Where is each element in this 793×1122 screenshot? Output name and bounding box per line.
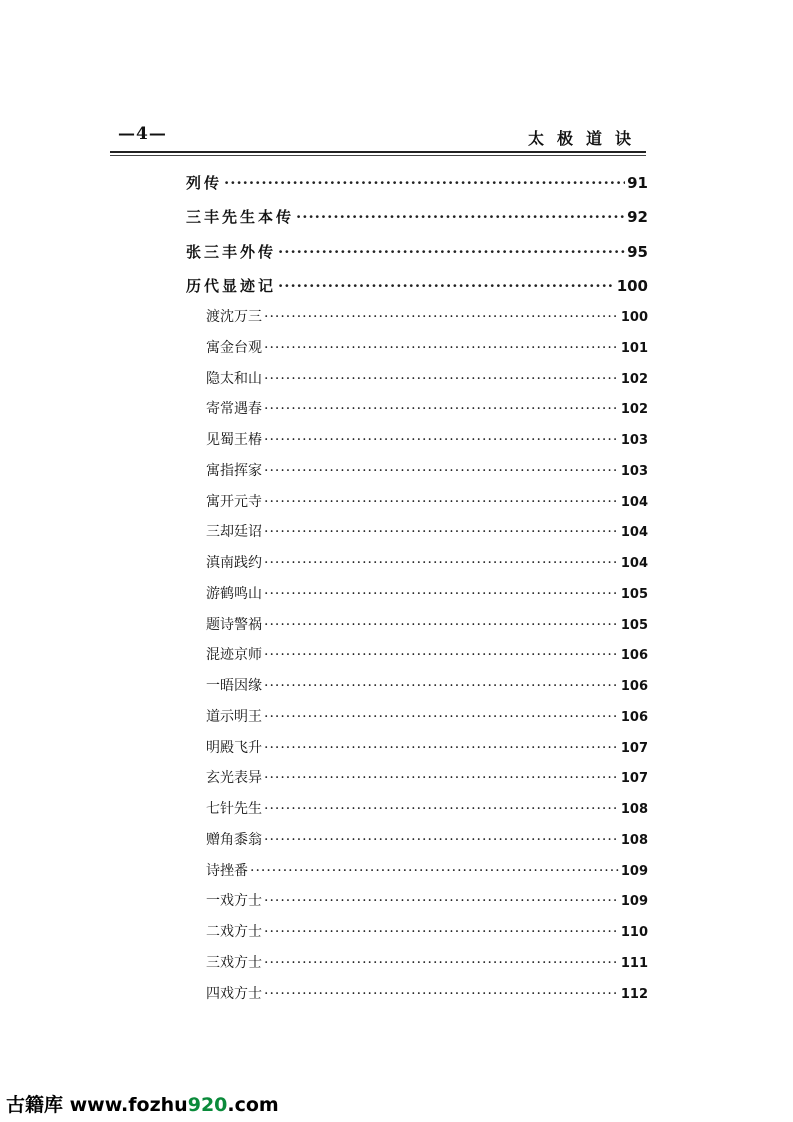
toc-dot-leader (296, 208, 625, 226)
toc-entry-page: 108 (620, 832, 648, 848)
toc-entry-page: 100 (616, 276, 648, 295)
toc-entry (206, 614, 648, 634)
toc-entry (186, 172, 648, 193)
toc-entry-page: 102 (620, 402, 648, 418)
toc-dot-leader (264, 893, 619, 909)
toc-entry-page: 106 (620, 709, 648, 725)
toc-dot-leader (278, 277, 615, 295)
toc-entry (206, 860, 648, 880)
running-title: 太极道诀 (528, 129, 645, 148)
toc-entry-title: 题诗警祸 (206, 616, 262, 633)
toc-entry-title: 寄常遇春 (206, 401, 262, 418)
toc-entry-title: 寓开元寺 (206, 493, 262, 510)
toc-entry-page: 101 (620, 340, 648, 356)
toc-dot-leader (278, 243, 625, 261)
toc-entry (206, 491, 648, 511)
toc-entry-title: 张三丰外传 (186, 242, 277, 261)
toc-entry (206, 583, 648, 603)
toc-entry-title: 混迹京师 (206, 647, 262, 664)
watermark-accent: 920 (187, 1094, 228, 1116)
toc-dot-leader (264, 432, 619, 448)
toc-entry-page: 109 (620, 863, 648, 879)
toc-entry-title: 滇南践约 (206, 555, 262, 572)
toc-entry-page: 112 (620, 986, 648, 1002)
toc-entry-title: 见蜀王椿 (206, 432, 262, 449)
toc-entry-title: 二戏方士 (206, 924, 262, 941)
toc-entry-page: 100 (620, 310, 648, 326)
toc-entry-title: 列传 (186, 174, 223, 192)
toc-dot-leader (264, 617, 619, 633)
toc-entry-title: 三戏方士 (206, 954, 262, 971)
toc-entry (206, 521, 648, 541)
toc-entry-title: 寓金台观 (206, 339, 262, 356)
toc-entry (206, 737, 648, 757)
toc-entry (206, 306, 648, 326)
toc-dot-leader (250, 863, 619, 879)
toc-dot-leader (264, 463, 619, 479)
toc-entry (206, 644, 648, 664)
watermark-suffix: .com (227, 1094, 279, 1116)
toc-entry-page: 91 (627, 174, 648, 192)
toc-entry-title: 四戏方士 (206, 985, 262, 1002)
toc-dot-leader (264, 955, 619, 971)
toc-entry-page: 92 (627, 208, 648, 227)
toc-entry-title: 一戏方士 (206, 893, 262, 910)
toc-entry-title: 赠角黍翁 (206, 831, 262, 848)
toc-entry-title: 道示明王 (206, 708, 262, 725)
toc-dot-leader (264, 801, 619, 817)
toc-entry (206, 552, 648, 572)
toc-entry-title: 寓指挥家 (206, 462, 262, 479)
watermark-prefix: 古籍库 www.fozhu (6, 1094, 188, 1116)
toc-entry-title: 七针先生 (206, 801, 262, 818)
toc-entry-page: 104 (620, 556, 648, 572)
toc-entry-title: 历代显迹记 (186, 276, 277, 295)
toc-dot-leader (224, 174, 625, 192)
toc-entry-title: 渡沈万三 (206, 309, 262, 326)
toc-entry-page: 106 (620, 679, 648, 695)
toc-dot-leader (264, 709, 619, 725)
toc-entry (206, 429, 648, 449)
toc-dot-leader (264, 309, 619, 325)
toc-dot-leader (264, 555, 619, 571)
toc-dot-leader (264, 832, 619, 848)
toc-dot-leader (264, 524, 619, 540)
toc-entry (206, 398, 648, 418)
toc-entry (206, 890, 648, 910)
toc-entry (186, 275, 648, 296)
toc-entry-page: 106 (620, 648, 648, 664)
toc-entry-page: 104 (620, 494, 648, 510)
toc-entry-page: 103 (620, 433, 648, 449)
toc-entry (206, 798, 648, 818)
toc-entry (206, 983, 648, 1003)
toc-entry-page: 103 (620, 463, 648, 479)
toc-entry-page: 111 (620, 955, 648, 971)
toc-dot-leader (264, 740, 619, 756)
toc-dot-leader (264, 401, 619, 417)
toc-entry (206, 921, 648, 941)
toc-entry (186, 206, 648, 227)
toc-entry-title: 三却廷诏 (206, 524, 262, 541)
toc-entry-title: 玄光表异 (206, 770, 262, 787)
toc-entry-page: 110 (620, 925, 648, 941)
toc-dot-leader (264, 678, 619, 694)
toc-entry-page: 95 (627, 242, 648, 261)
toc-dot-leader (264, 986, 619, 1002)
toc-entry-title: 诗挫番 (206, 862, 248, 879)
toc-entry (206, 706, 648, 726)
toc-entry-title: 一晤因缘 (206, 678, 262, 695)
toc-entry-page: 104 (620, 525, 648, 541)
page-number: —4— (118, 124, 167, 144)
toc-entry (206, 368, 648, 388)
toc-entry-title: 三丰先生本传 (186, 208, 295, 227)
toc-entry-title: 游鹤鸣山 (206, 585, 262, 602)
toc-entry-title: 明殿飞升 (206, 739, 262, 756)
toc-entry (206, 829, 648, 849)
toc-entry-page: 109 (620, 894, 648, 910)
toc-entry (186, 241, 648, 262)
toc-entry-page: 105 (620, 586, 648, 602)
toc-entry (206, 337, 648, 357)
toc-entry (206, 767, 648, 787)
toc-dot-leader (264, 770, 619, 786)
toc-entry (206, 675, 648, 695)
toc-entry-page: 107 (620, 771, 648, 787)
toc-dot-leader (264, 586, 619, 602)
toc-entry-title: 隐太和山 (206, 370, 262, 387)
toc-dot-leader (264, 647, 619, 663)
site-watermark (6, 1090, 279, 1117)
toc-entry-page: 105 (620, 617, 648, 633)
toc-dot-leader (264, 340, 619, 356)
toc-entry (206, 952, 648, 972)
toc-dot-leader (264, 494, 619, 510)
toc-entry-page: 102 (620, 371, 648, 387)
toc-dot-leader (264, 924, 619, 940)
toc-dot-leader (264, 371, 619, 387)
toc-entry (206, 460, 648, 480)
toc-entry-page: 108 (620, 802, 648, 818)
toc-entry-page: 107 (620, 740, 648, 756)
